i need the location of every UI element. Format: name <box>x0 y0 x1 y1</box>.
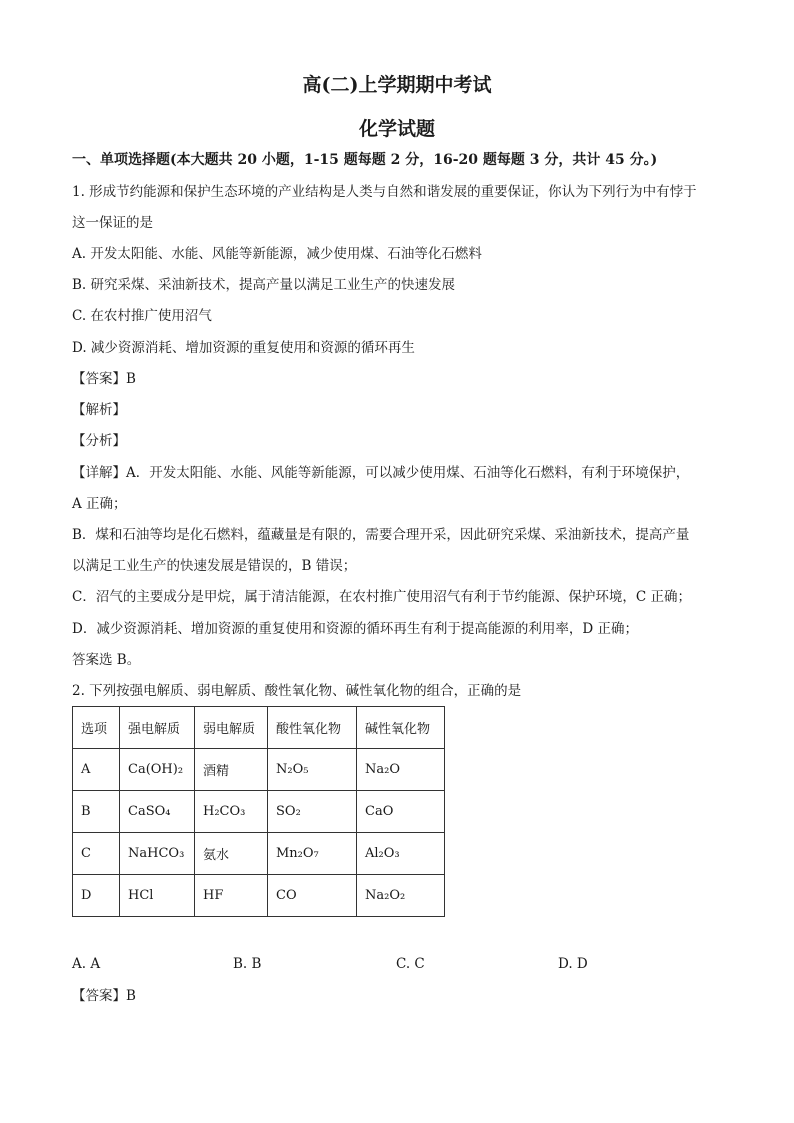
q1-detail-line3: B．煤和石油等均是化石燃料，蕴藏量是有限的，需要合理开采，因此研究采煤、采油新技术，提高产量 <box>72 527 690 543</box>
table-cell: Al₂O₃ <box>357 833 445 875</box>
page-title: 高(二)上学期期中考试 <box>302 74 492 96</box>
q1-answer: 【答案】B <box>72 371 136 387</box>
q1-fenxi-label: 【分析】 <box>72 433 126 449</box>
q1-detail-line1: 【详解】A．开发太阳能、水能、风能等新能源，可以减少使用煤、石油等化石燃料，有利于环境保护， <box>72 465 690 481</box>
q1-detail-line2: A 正确； <box>72 496 127 512</box>
page-subtitle: 化学试题 <box>358 118 435 140</box>
q2-choice-c: C. C <box>396 956 425 972</box>
table-header: 强电解质 <box>120 707 195 749</box>
q2-choice-b: B. B <box>233 956 262 972</box>
table-row <box>73 791 445 833</box>
table-cell: 酒精 <box>195 749 268 791</box>
q2-stem: 2. 下列按强电解质、弱电解质、酸性氧化物、碱性氧化物的组合，正确的是 <box>72 683 522 699</box>
table-cell: SO₂ <box>268 791 357 833</box>
table-header-row <box>73 707 445 749</box>
q2-choice-a: A. A <box>72 956 101 972</box>
table-cell: HCl <box>120 875 195 917</box>
q1-analysis-label: 【解析】 <box>72 402 126 418</box>
q1-stem-line1: 1. 形成节约能源和保护生态环境的产业结构是人类与自然和谐发展的重要保证，你认为下列行为中有悖于 <box>72 184 697 200</box>
table-cell: Na₂O <box>357 749 445 791</box>
table-cell: CO <box>268 875 357 917</box>
table-cell: D <box>73 875 120 917</box>
table-cell: H₂CO₃ <box>195 791 268 833</box>
q1-conclusion: 答案选 B。 <box>72 652 141 668</box>
q1-stem-line2: 这一保证的是 <box>72 215 153 231</box>
table-row <box>73 875 445 917</box>
section-heading: 一、单项选择题(本大题共 20 小题，1-15 题每题 2 分，16-20 题每题 3 分，共计 45 分。) <box>72 152 658 168</box>
table-cell: CaO <box>357 791 445 833</box>
table-row <box>73 833 445 875</box>
table-cell: N₂O₅ <box>268 749 357 791</box>
table-header: 选项 <box>73 707 120 749</box>
table-row <box>73 749 445 791</box>
table-cell: B <box>73 791 120 833</box>
table-cell: Na₂O₂ <box>357 875 445 917</box>
q1-option-d: D. 减少资源消耗、增加资源的重复使用和资源的循环再生 <box>72 340 415 356</box>
table-header: 碱性氧化物 <box>357 707 445 749</box>
q1-option-b: B. 研究采煤、采油新技术，提高产量以满足工业生产的快速发展 <box>72 277 456 293</box>
q1-option-a: A. 开发太阳能、水能、风能等新能源，减少使用煤、石油等化石燃料 <box>72 246 482 262</box>
q1-detail-line5: C．沼气的主要成分是甲烷，属于清洁能源，在农村推广使用沼气有利于节约能源、保护环境，C 正确； <box>72 589 691 605</box>
table-cell: 氨水 <box>195 833 268 875</box>
q2-answer: 【答案】B <box>72 988 136 1004</box>
table-header: 酸性氧化物 <box>268 707 357 749</box>
table-cell: CaSO₄ <box>120 791 195 833</box>
table-cell: A <box>73 749 120 791</box>
q2-options-table <box>72 706 445 917</box>
q2-choice-d: D. D <box>558 956 588 972</box>
table-cell: Ca(OH)₂ <box>120 749 195 791</box>
q1-detail-line6: D．减少资源消耗、增加资源的重复使用和资源的循环再生有利于提高能源的利用率，D 正确； <box>72 621 638 637</box>
q1-option-c: C. 在农村推广使用沼气 <box>72 308 212 324</box>
table-cell: Mn₂O₇ <box>268 833 357 875</box>
table-cell: NaHCO₃ <box>120 833 195 875</box>
q1-detail-line4: 以满足工业生产的快速发展是错误的，B 错误； <box>72 558 357 574</box>
table-header: 弱电解质 <box>195 707 268 749</box>
table-cell: C <box>73 833 120 875</box>
table-cell: HF <box>195 875 268 917</box>
